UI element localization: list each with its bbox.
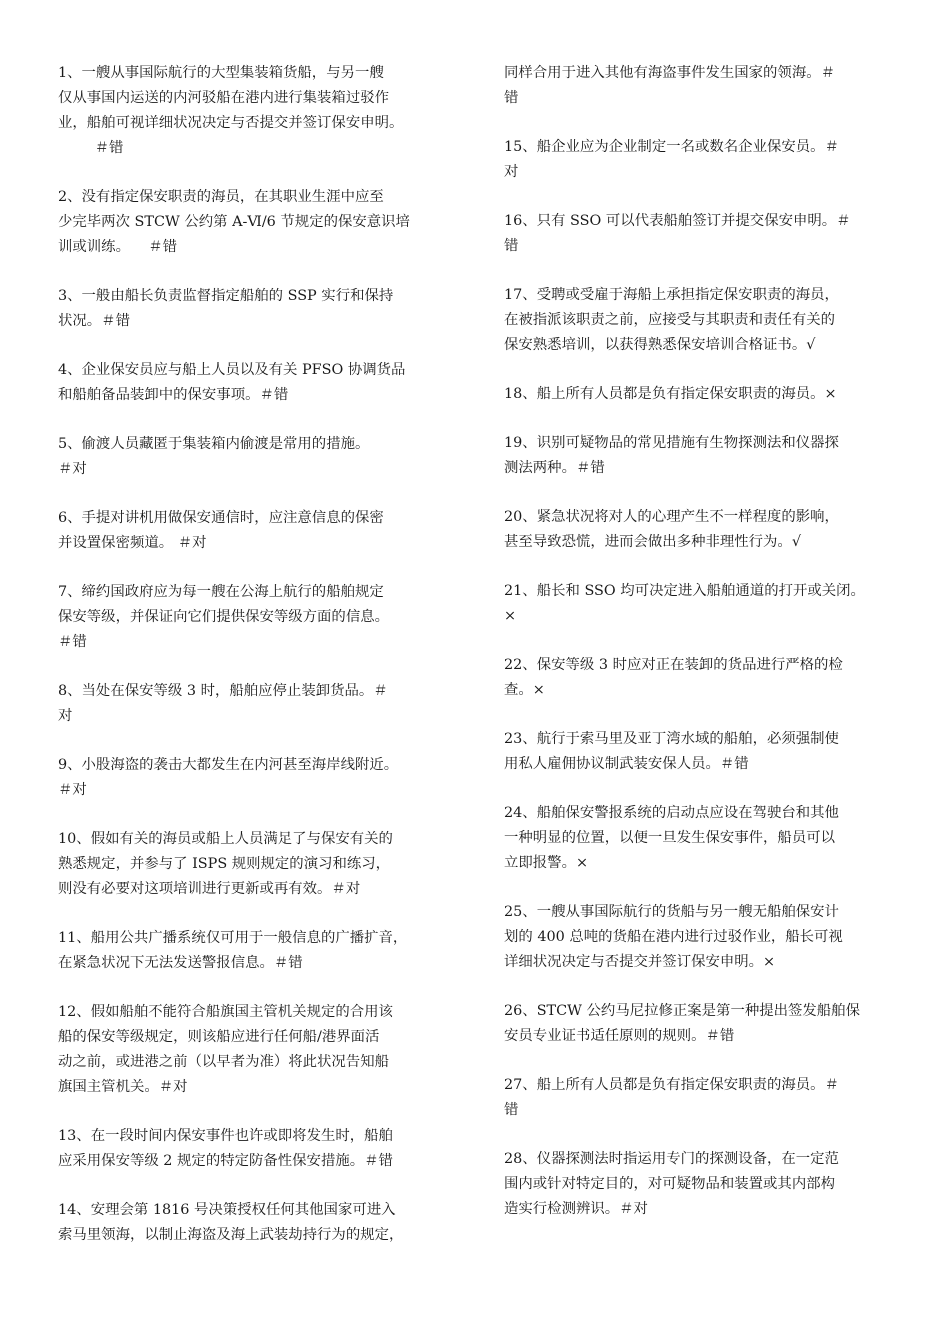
question-text-line: 熟悉规定，并参与了 ISPS 规则规定的演习和练习， (58, 856, 391, 872)
question-item (58, 61, 450, 161)
question-text-line: 2、没有指定保安职责的海员，在其职业生涯中应至 (58, 189, 384, 205)
question-text-line: 立即报警。× (504, 855, 589, 871)
question-item (504, 579, 900, 629)
question-item (504, 209, 900, 259)
question-text-line: 17、受聘或受雇于海船上承担指定保安职责的海员， (504, 287, 839, 303)
question-text-line: 22、保安等级 3 时应对正在装卸的货品进行严格的检 (504, 657, 843, 673)
question-text-line: 训或训练。 ＃错 (58, 239, 178, 255)
question-text-line: 在紧急状况下无法发送警报信息。＃错 (58, 955, 303, 971)
question-item (504, 61, 900, 111)
question-item (504, 727, 900, 777)
question-text-line: 18、船上所有人员都是负有指定保安职责的海员。× (504, 386, 837, 402)
question-item (504, 382, 900, 407)
question-item (58, 284, 450, 334)
question-item (58, 358, 450, 408)
question-text-line: ＃错 (58, 634, 87, 650)
question-text-line: 和船舶备品装卸中的保安事项。＃错 (58, 387, 289, 403)
question-item (504, 999, 900, 1049)
question-text-line: 错 (504, 90, 519, 106)
question-item (58, 506, 450, 556)
question-text-line: 错 (504, 1102, 519, 1118)
question-text-line: 1、一艘从事国际航行的大型集装箱货船，与另一艘 (58, 65, 384, 81)
question-item (58, 827, 450, 902)
question-text-line: 7、缔约国政府应为每一艘在公海上航行的船舶规定 (58, 584, 384, 600)
question-item (58, 926, 450, 976)
question-text-line: 23、航行于索马里及亚丁湾水域的船舶，必须强制使 (504, 731, 839, 747)
question-text-line: 12、假如船舶不能符合船旗国主管机关规定的合用该 (58, 1004, 393, 1020)
question-text-line: 一种明显的位置，以便一旦发生保安事件，船员可以 (504, 830, 835, 846)
question-text-line: 25、一艘从事国际航行的货船与另一艘无船舶保安计 (504, 904, 839, 920)
question-item (504, 653, 900, 703)
question-item (504, 801, 900, 876)
question-text-line: 同样合用于进入其他有海盗事件发生国家的领海。＃ (504, 65, 835, 81)
question-text-line: 28、仪器探测法时指运用专门的探测设备，在一定范 (504, 1151, 839, 1167)
right-column (504, 61, 900, 1246)
question-text-line: 用私人雇佣协议制武装安保人员。＃错 (504, 756, 749, 772)
question-text-line: 6、手提对讲机用做保安通信时，应注意信息的保密 (58, 510, 384, 526)
question-text-line: 状况。＃错 (58, 313, 130, 329)
question-text-line: 甚至导致恐慌，进而会做出多种非理性行为。√ (504, 534, 801, 550)
question-text-line: 划的 400 总吨的货船在港内进行过驳作业，船长可视 (504, 929, 843, 945)
question-item (504, 900, 900, 975)
question-item (58, 1124, 450, 1174)
question-item (58, 1000, 450, 1100)
question-text-line: 26、STCW 公约马尼拉修正案是第一种提出签发船舶保 (504, 1003, 860, 1019)
question-text-line: 5、偷渡人员藏匿于集装箱内偷渡是常用的措施。 (58, 436, 370, 452)
question-item (58, 185, 450, 260)
question-text-line: ＃对 (58, 461, 87, 477)
question-text-line: 测法两种。＃错 (504, 460, 605, 476)
question-text-line: × (504, 608, 517, 624)
question-text-line: 详细状况决定与否提交并签订保安申明。× (504, 954, 776, 970)
question-item (504, 135, 900, 185)
question-text-line: 并设置保密频道。 ＃对 (58, 535, 207, 551)
question-text-line: 20、紧急状况将对人的心理产生不一样程度的影响， (504, 509, 839, 525)
question-text-line: 造实行检测辨识。＃对 (504, 1201, 648, 1217)
question-text-line: ＃对 (58, 782, 87, 798)
question-text-line: 15、船企业应为企业制定一名或数名企业保安员。＃ (504, 139, 839, 155)
question-text-line: 应采用保安等级 2 规定的特定防备性保安措施。＃错 (58, 1153, 393, 1169)
question-text-line: ＃错 (58, 140, 124, 156)
question-item (504, 431, 900, 481)
question-text-line: 业，船舶可视详细状况决定与否提交并签订保安申明。 (58, 115, 404, 131)
question-text-line: 9、小股海盗的袭击大都发生在内河甚至海岸线附近。 (58, 757, 399, 773)
question-item (504, 505, 900, 555)
question-text-line: 仅从事国内运送的内河驳船在港内进行集装箱过驳作 (58, 90, 389, 106)
question-text-line: 安员专业证书适任原则的规则。＃错 (504, 1028, 735, 1044)
question-item (58, 580, 450, 655)
question-text-line: 索马里领海，以制止海盗及海上武装劫持行为的规定， (58, 1227, 404, 1243)
question-text-line: 对 (504, 164, 519, 180)
question-text-line: 21、船长和 SSO 均可决定进入船舶通道的打开或关闭。 (504, 583, 865, 599)
question-item (504, 1073, 900, 1123)
question-text-line: 船的保安等级规定，则该船应进行任何船/港界面活 (58, 1029, 380, 1045)
question-text-line: 24、船舶保安警报系统的启动点应设在驾驶台和其他 (504, 805, 839, 821)
question-item (58, 432, 450, 482)
question-text-line: 则没有必要对这项培训进行更新或再有效。＃对 (58, 881, 361, 897)
question-text-line: 11、船用公共广播系统仅可用于一般信息的广播扩音， (58, 930, 408, 946)
question-text-line: 保安等级，并保证向它们提供保安等级方面的信息。 (58, 609, 389, 625)
question-text-line: 保安熟悉培训，以获得熟悉保安培训合格证书。√ (504, 337, 816, 353)
question-text-line: 在被指派该职责之前，应接受与其职责和责任有关的 (504, 312, 835, 328)
question-text-line: 错 (504, 238, 519, 254)
question-item (58, 1198, 450, 1248)
question-text-line: 对 (58, 708, 73, 724)
question-item (504, 283, 900, 358)
question-text-line: 旗国主管机关。＃对 (58, 1079, 188, 1095)
question-text-line: 13、在一段时间内保安事件也许或即将发生时，船舶 (58, 1128, 393, 1144)
question-item (58, 679, 450, 729)
question-text-line: 16、只有 SSO 可以代表船舶签订并提交保安申明。＃ (504, 213, 851, 229)
question-text-line: 围内或针对特定目的，对可疑物品和装置或其内部构 (504, 1176, 835, 1192)
question-text-line: 14、安理会第 1816 号决策授权任何其他国家可进入 (58, 1202, 396, 1218)
question-text-line: 27、船上所有人员都是负有指定保安职责的海员。＃ (504, 1077, 839, 1093)
question-text-line: 查。× (504, 682, 545, 698)
question-item (504, 1147, 900, 1222)
question-item (58, 753, 450, 803)
left-column (58, 61, 450, 1272)
question-text-line: 3、一般由船长负责监督指定船舶的 SSP 实行和保持 (58, 288, 394, 304)
question-text-line: 4、企业保安员应与船上人员以及有关 PFSO 协调货品 (58, 362, 406, 378)
question-text-line: 少完毕两次 STCW 公约第 A-Ⅵ/6 节规定的保安意识培 (58, 214, 410, 230)
question-text-line: 8、当处在保安等级 3 时，船舶应停止装卸货品。＃ (58, 683, 388, 699)
question-text-line: 19、识别可疑物品的常见措施有生物探测法和仪器探 (504, 435, 839, 451)
question-text-line: 动之前，或进港之前（以早者为准）将此状况告知船 (58, 1054, 389, 1070)
question-text-line: 10、假如有关的海员或船上人员满足了与保安有关的 (58, 831, 393, 847)
